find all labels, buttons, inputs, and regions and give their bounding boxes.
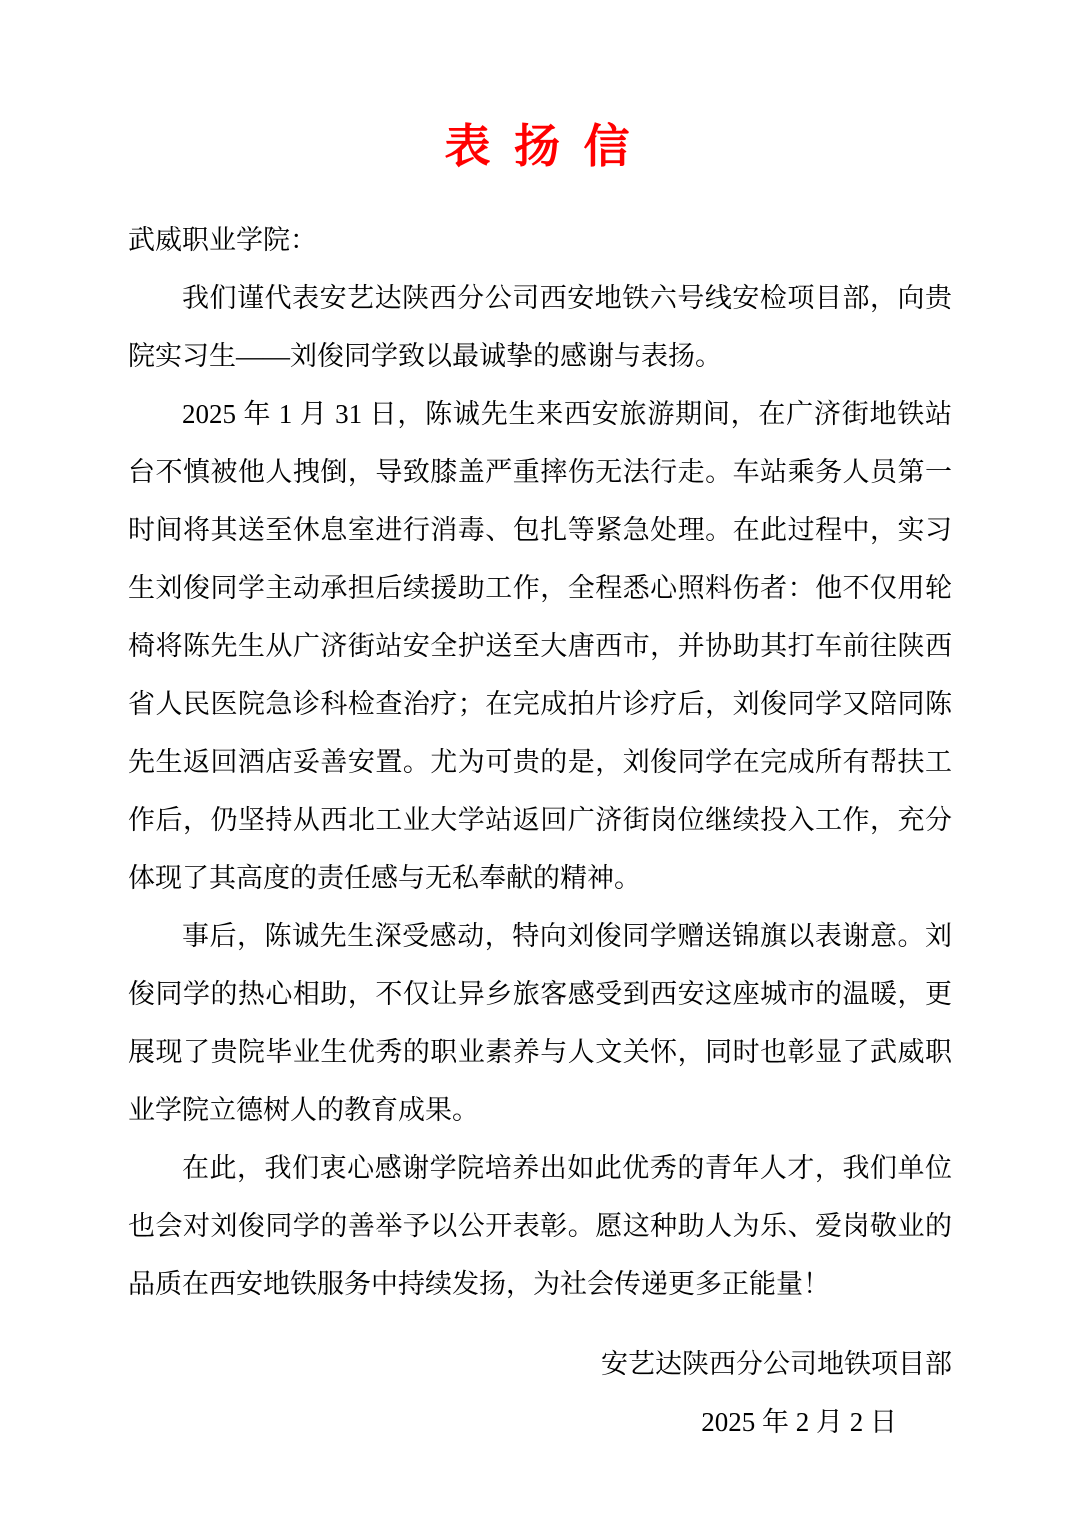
letter-paragraph-2: 2025 年 1 月 31 日，陈诚先生来西安旅游期间，在广济街地铁站台不慎被他人拽倒，导致膝盖严重摔伤无法行走。车站乘务人员第一时间将其送至休息室进行消毒、包扎等紧急处理。在此过程中，实习生刘俊同学主动承担后续援助工作，全程悉心照料伤者：他不仅用轮椅将陈先生从广济街站安全护送至大唐西市，并协助其打车前往陕西省人民医院急诊科检查治疗；在完成拍片诊疗后，刘俊同学又陪同陈先生返回酒店妥善安置。尤为可贵的是，刘俊同学在完成所有帮扶工作后，仍坚持从西北工业大学站返回广济街岗位继续投入工作，充分体现了其高度的责任感与无私奉献的精神。 — [128, 398, 952, 893]
letter-signature: 安艺达陕西分公司地铁项目部 — [601, 1348, 952, 1379]
letter-title: 表 扬 信 — [444, 121, 636, 172]
letter-salutation: 武威职业学院： — [128, 224, 317, 255]
letter-body — [128, 211, 952, 1451]
letter-date: 2025 年 2 月 2 日 — [701, 1406, 897, 1437]
signature-block — [128, 1335, 952, 1451]
letter-paragraph-4: 在此，我们衷心感谢学院培养出如此优秀的青年人才，我们单位也会对刘俊同学的善举予以公开表彰。愿这种助人为乐、爱岗敬业的品质在西安地铁服务中持续发扬，为社会传递更多正能量！ — [128, 1152, 952, 1299]
letter-paragraph-1: 我们谨代表安艺达陕西分公司西安地铁六号线安检项目部，向贵院实习生——刘俊同学致以最诚挚的感谢与表扬。 — [128, 282, 952, 371]
letter-paragraph-3: 事后，陈诚先生深受感动，特向刘俊同学赠送锦旗以表谢意。刘俊同学的热心相助，不仅让异乡旅客感受到西安这座城市的温暖，更展现了贵院毕业生优秀的职业素养与人文关怀，同时也彰显了武威职业学院立德树人的教育成果。 — [128, 920, 952, 1125]
